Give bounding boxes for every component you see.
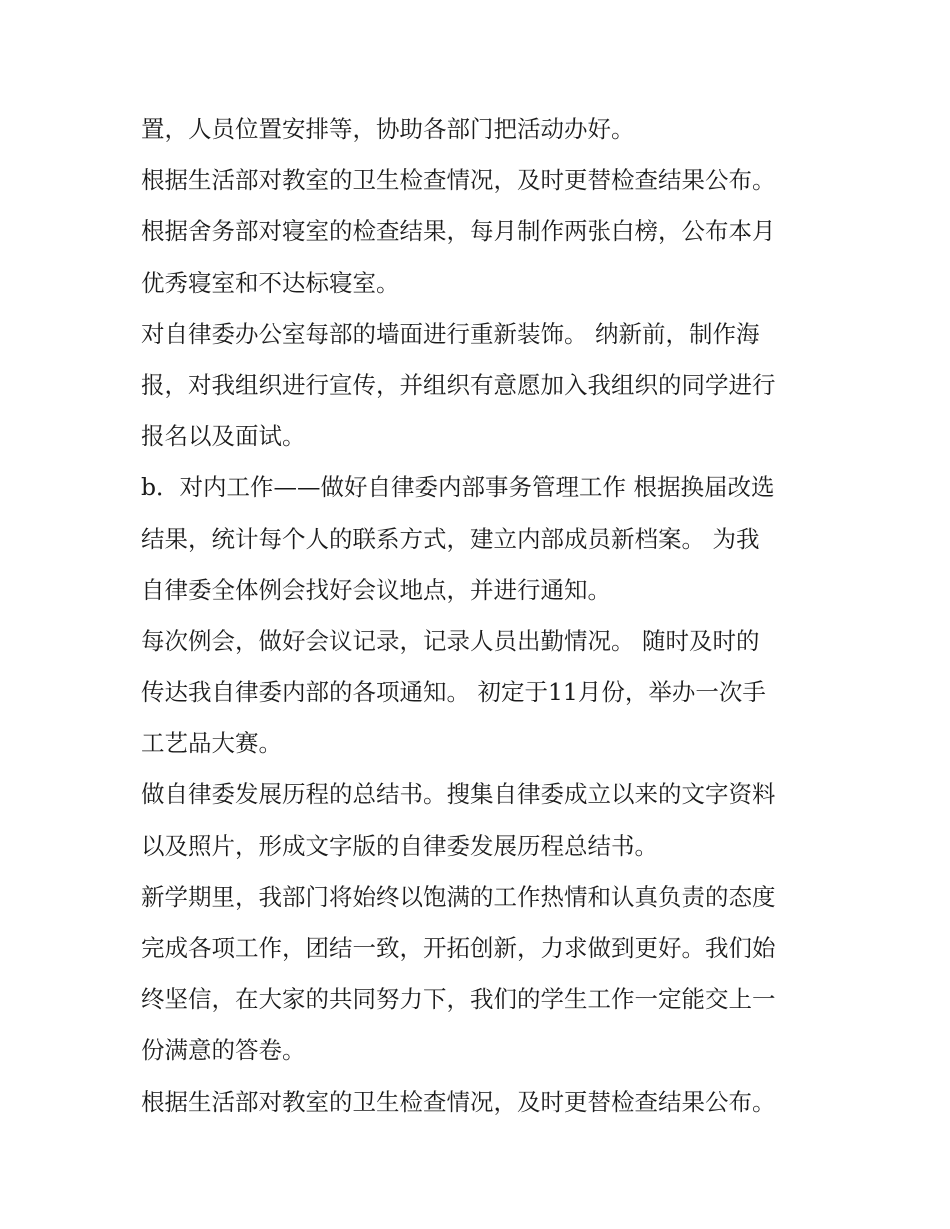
text-line: 自律委全体例会找好会议地点，并进行通知。 [141,575,611,604]
text-line: 做自律委发展历程的总结书。搜集自律委成立以来的文字资料 [141,780,776,809]
text-line: 置，人员位置安排等，协助各部门把活动办好。 [141,115,635,143]
text-line: 完成各项工作，团结一致，开拓创新，力求做到更好。我们始 [141,934,776,962]
body-text [141,104,831,1128]
text-line: 根据生活部对教室的卫生检查情况，及时更替检查结果公布。 [141,1087,776,1116]
text-line: 传达我自律委内部的各项通知。 初定于11月份，举办一次手 [141,678,766,707]
text-line: 根据生活部对教室的卫生检查情况，及时更替检查结果公布。 [141,166,776,195]
text-line: 对自律委办公室每部的墙面进行重新装饰。 纳新前，制作海 [141,319,760,348]
text-line: 每次例会，做好会议记录，记录人员出勤情况。 随时及时的 [141,626,760,655]
text-line: 报名以及面试。 [141,422,306,451]
text-line: 份满意的答卷。 [141,1036,306,1065]
text-line: 以及照片，形成文字版的自律委发展历程总结书。 [141,831,658,860]
text-line: 终坚信，在大家的共同努力下，我们的学生工作一定能交上一 [141,985,776,1014]
text-line: 工艺品大赛。 [141,729,282,758]
text-line: 优秀寝室和不达标寝室。 [141,268,400,297]
text-line: 根据舍务部对寝室的检查结果，每月制作两张白榜，公布本月 [141,217,776,246]
text-line: 结果，统计每个人的联系方式，建立内部成员新档案。 为我 [141,524,760,553]
text-line: b．对内工作——做好自律委内部事务管理工作 根据换届改选 [141,473,775,502]
text-line: 新学期里，我部门将始终以饱满的工作热情和认真负责的态度 [141,882,776,911]
text-line: 报，对我组织进行宣传，并组织有意愿加入我组织的同学进行 [141,370,776,399]
